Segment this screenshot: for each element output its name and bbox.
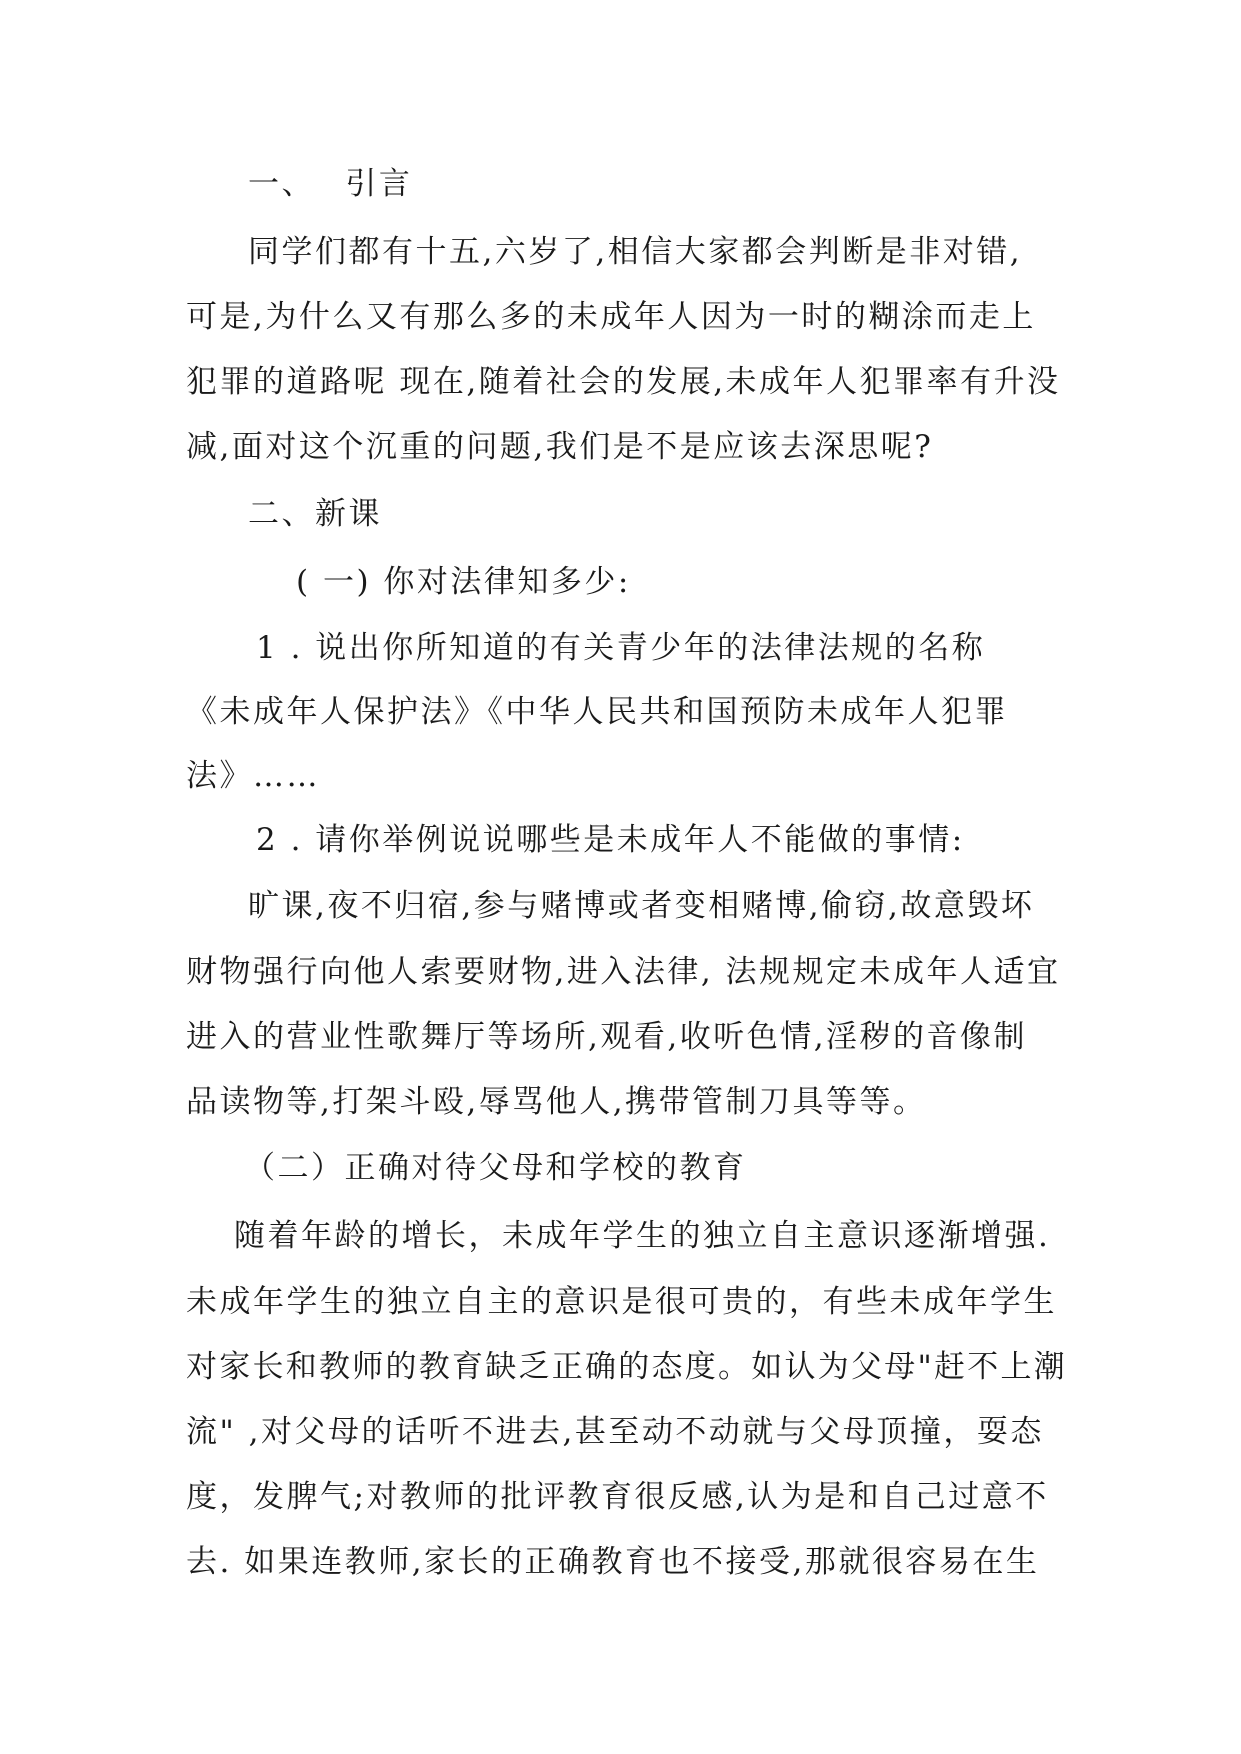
subheading-parents-school: （二）正确对待父母和学校的教育 (244, 1150, 747, 1186)
paragraph-line: 进入的营业性歌舞厅等场所,观看,收听色情,淫秽的音像制 (186, 1019, 1028, 1055)
paragraph-line: 同学们都有十五,六岁了,相信大家都会判断是非对错, (248, 234, 1023, 270)
paragraph-line: 法》…… (186, 758, 320, 794)
paragraph-line: 未成年学生的独立自主的意识是很可贵的，有些未成年学生 (186, 1284, 1057, 1320)
paragraph-line: 度，发脾气;对教师的批评教育很反感,认为是和自己过意不 (186, 1479, 1049, 1515)
subheading-law-knowledge: ( 一) 你对法律知多少: (296, 564, 631, 600)
heading-new-lesson: 二、新课 (248, 496, 382, 532)
paragraph-line: 随着年龄的增长，未成年学生的独立自主意识逐渐增强. (234, 1218, 1051, 1254)
paragraph-line: 流" ,对父母的话听不进去,甚至动不动就与父母顶撞，耍态 (186, 1414, 1044, 1450)
paragraph-line: 减,面对这个沉重的问题,我们是不是应该去深思呢? (186, 429, 934, 465)
paragraph-line: 财物强行向他人索要财物,进入法律, 法规规定未成年人适宜 (186, 954, 1061, 990)
paragraph-line: 品读物等,打架斗殴,辱骂他人,携带管制刀具等等。 (186, 1084, 927, 1120)
paragraph-line: 旷课,夜不归宿,参与赌博或者变相赌博,偷窃,故意毁坏 (248, 888, 1035, 924)
paragraph-line: 犯罪的道路呢 现在,随着社会的发展,未成年人犯罪率有升没 (186, 364, 1061, 400)
heading-introduction: 一、 引言 (248, 166, 413, 202)
paragraph-line: 对家长和教师的教育缺乏正确的态度。如认为父母"赶不上潮 (186, 1349, 1068, 1385)
paragraph-line: 去. 如果连教师,家长的正确教育也不接受,那就很容易在生 (186, 1544, 1040, 1580)
list-item-1: 1 . 说出你所知道的有关青少年的法律法规的名称 (256, 630, 986, 666)
list-item-2: 2 . 请你举例说说哪些是未成年人不能做的事情: (256, 822, 965, 858)
paragraph-line: 《未成年人保护法》《中华人民共和国预防未成年人犯罪 (186, 694, 1008, 730)
paragraph-line: 可是,为什么又有那么多的未成年人因为一时的糊涂而走上 (186, 299, 1036, 335)
